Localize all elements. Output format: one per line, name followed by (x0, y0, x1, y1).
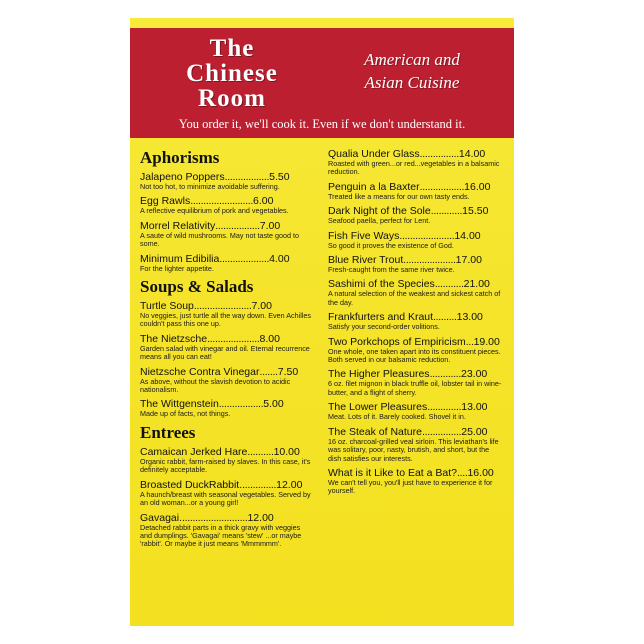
menu-item-dots: ............ (430, 205, 463, 218)
menu-item (140, 398, 314, 418)
menu-item (140, 479, 314, 508)
menu-item-description: Satisfy your second-order volitions. (328, 322, 440, 332)
menu-item-line (140, 479, 314, 491)
menu-item (140, 333, 314, 362)
menu-item-line (140, 366, 314, 378)
menu-item-name: Gavagai. (140, 511, 183, 524)
menu-item-dots: ................. (218, 398, 264, 411)
menu-item-dots: ..................... (399, 229, 455, 242)
cuisine-line-1: American and (364, 50, 460, 69)
menu-item-name: Dark Night of the Sole (328, 205, 431, 218)
menu-header (130, 28, 514, 138)
menu-item-description: Meat. Lots of it. Barely cooked. Shovel it in. (328, 412, 466, 422)
menu-item-name: Penguin a la Baxter (328, 180, 420, 193)
menu-item-description: Detached rabbit parts in a thick gravy with veggies and dumplings. 'Gavagai' means 'stew' ...or maybe 'rabbit'. Or maybe it just means 'Mmmmmm'. (140, 522, 302, 549)
menu-column-left (140, 148, 322, 626)
menu-item (140, 300, 314, 329)
menu-item-price: 23.00 (460, 368, 488, 381)
menu-item-line (140, 253, 314, 265)
menu-page (130, 18, 514, 626)
header-inner (130, 28, 514, 112)
menu-item-name: Turtle Soup (140, 300, 194, 313)
menu-item (140, 512, 314, 549)
menu-item-price: 7.00 (251, 300, 272, 313)
menu-item-description: Roasted with green...or red...vegetables in a balsamic reduction. (328, 159, 500, 177)
menu-item-price: 8.00 (259, 332, 280, 345)
menu-item-line (140, 220, 314, 232)
menu-item (328, 311, 504, 331)
menu-item-description: Garden salad with vinegar and oil. Eternal recurrence means all you can eat! (140, 343, 310, 362)
menu-item-dots: ... (465, 335, 474, 348)
menu-item-dots: ............. (242, 478, 277, 491)
menu-item-price: 12.00 (247, 511, 274, 524)
menu-item-price: 5.50 (269, 171, 290, 183)
cuisine-subtitle (322, 34, 502, 112)
menu-item-line (328, 426, 504, 438)
menu-item (328, 467, 504, 496)
menu-item (140, 366, 314, 395)
menu-item-dots: ............... (419, 148, 459, 160)
section-title: Aphorisms (140, 148, 220, 167)
restaurant-title (142, 34, 322, 112)
menu-item-dots: ................. (224, 171, 270, 183)
menu-item (328, 254, 504, 274)
menu-item-name: What is it Like to Eat a Bat? (328, 466, 457, 479)
menu-item-dots: .................... (207, 332, 260, 345)
menu-item-name: Fish Five Ways (328, 229, 400, 242)
menu-item-price: 16.00 (464, 180, 491, 193)
menu-item-price: 6.00 (253, 195, 274, 208)
menu-item-price: 13.00 (461, 401, 488, 414)
title-line-2: Chinese (186, 60, 278, 87)
menu-item-line (328, 230, 504, 242)
menu-item-price: 7.50 (277, 365, 299, 378)
menu-item-description: One whole, one taken apart into its constituent pieces. Both served in our balsamic reduction. (328, 346, 501, 365)
menu-item (328, 148, 504, 177)
menu-item (328, 426, 504, 463)
menu-item-description: Organic rabbit, farm-raised by slaves. In this case, it's definitely acceptable. (140, 456, 311, 475)
menu-item-dots: ............... (421, 425, 462, 438)
menu-item-description: Treated like a means for our own tasty ends. (328, 191, 470, 201)
menu-item-price: 13.00 (456, 311, 483, 324)
menu-item (140, 195, 314, 215)
menu-item-name: Broasted DuckRabbit. (140, 478, 243, 491)
title-line-1: The (209, 35, 255, 62)
menu-item-description: A haunch/breast with seasonal vegetables. Served by an old woman...or a young girl! (140, 489, 311, 508)
menu-item-name: Minimum Edibilia (140, 252, 220, 265)
menu-item-dots: .......... (247, 445, 274, 458)
menu-item-description: Made up of facts, not things. (140, 409, 231, 419)
menu-item-dots: .... (456, 466, 468, 479)
menu-item-dots: ......................... (182, 511, 248, 524)
menu-item-description: 16 oz. charcoal-grilled veal sirloin. This leviathan's life was solitary, poor, nasty, brutish, and short, but the dish satisfies our interests. (328, 436, 499, 463)
menu-item (328, 368, 504, 397)
menu-item-line (328, 336, 504, 348)
menu-item-description: Seafood paella, perfect for Lent. (328, 216, 431, 226)
cuisine-line-2: Asian Cuisine (364, 73, 460, 92)
menu-item-price: 7.00 (259, 219, 281, 232)
menu-item-dots: ................. (419, 180, 465, 193)
menu-item-description: For the lighter appetite. (140, 263, 214, 273)
menu-item-line (328, 181, 504, 193)
menu-item-name: Morrel Relativity (140, 219, 216, 232)
menu-item-name: Two Porkchops of Empiricism (328, 335, 466, 348)
section-title: Entrees (140, 422, 196, 442)
menu-item-price: 4.00 (269, 252, 290, 265)
menu-item-name: Camaican Jerked Hare (140, 445, 248, 458)
menu-item-name: Sashimi of the Species (328, 278, 435, 291)
menu-item-price: 25.00 (461, 425, 488, 438)
menu-item-dots: ...................... (193, 300, 252, 313)
menu-item-price: 5.00 (263, 398, 284, 411)
menu-item-name: The Nietzsche (140, 332, 208, 345)
menu-item (328, 205, 504, 225)
menu-item-name: Egg Rawls (140, 195, 191, 208)
title-line-3: Room (198, 85, 266, 112)
menu-item-price: 19.00 (473, 335, 500, 348)
menu-item-description: Fresh-caught from the same river twice. (328, 265, 455, 275)
menu-column-right (322, 148, 504, 626)
menu-item-name: Blue River Trout (328, 254, 404, 267)
menu-item-description: No veggies, just turtle all the way down. Even Achilles couldn't pass this one up. (140, 311, 311, 329)
menu-item-name: The Lower Pleasures (328, 401, 428, 414)
menu-item-description: Not too hot, to minimize avoidable suffering. (140, 182, 280, 191)
menu-item-price: 15.50 (462, 205, 489, 218)
menu-item-description: As above, without the slavish devotion to acidic nationalism. (140, 376, 291, 395)
menu-item-name: Jalapeno Poppers (140, 171, 225, 183)
menu-item-price: 14.00 (458, 148, 486, 160)
menu-item (140, 446, 314, 475)
menu-item-price: 14.00 (454, 229, 481, 242)
menu-item-name: Frankfurters and Kraut (328, 311, 434, 324)
menu-item-name: Nietzsche Contra Vinegar (140, 365, 260, 378)
menu-item-dots: .................... (403, 254, 456, 267)
menu-item-name: Qualia Under Glass (328, 148, 420, 160)
menu-item-dots: ....... (259, 365, 278, 378)
menu-item-line (140, 512, 314, 524)
menu-item-price: 21.00 (463, 278, 490, 291)
menu-item-dots: ........................ (190, 195, 254, 208)
tagline: You order it, we'll cook it. Even if we don't understand it. (178, 117, 466, 131)
menu-item (140, 253, 314, 273)
menu-item (328, 401, 504, 421)
menu-item-dots: ............ (429, 368, 461, 381)
menu-item-name: The Steak of Nature (328, 425, 422, 438)
menu-item-price: 12.00 (276, 478, 303, 491)
menu-item (140, 220, 314, 249)
menu-item-dots: ................. (215, 219, 260, 232)
menu-item (328, 336, 504, 365)
menu-item (328, 181, 504, 201)
menu-item-description: A reflective equilibrium of pork and vegetables. (140, 206, 289, 216)
menu-item-description: A natural selection of the weakest and sickest catch of the day. (328, 289, 501, 307)
menu-item (328, 278, 504, 307)
menu-item-description: So good it proves the existence of God. (328, 240, 454, 250)
menu-item (328, 230, 504, 250)
menu-item-description: 6 oz. filet mignon in black truffle oil, lobster tail in wine-butter, and a flight of sherry. (328, 379, 502, 397)
menu-item-name: The Higher Pleasures (328, 368, 430, 381)
menu-item-dots: ........... (434, 278, 464, 291)
menu-item-price: 17.00 (455, 254, 482, 267)
menu-item-dots: ............. (427, 401, 462, 414)
menu-item-dots: ......... (433, 311, 457, 324)
menu-item-price: 16.00 (467, 466, 494, 479)
menu-item-price: 10.00 (273, 445, 300, 458)
menu-item (140, 171, 314, 191)
menu-body (130, 146, 514, 626)
section-title: Soups & Salads (140, 277, 254, 297)
menu-item-description: We can't tell you, you'll just have to experience it for yourself. (328, 477, 493, 496)
menu-item-name: The Wittgenstein (140, 398, 219, 411)
menu-item-description: A saute of wild mushrooms. May not taste good to some. (140, 230, 300, 249)
menu-item-dots: ................... (219, 252, 270, 265)
